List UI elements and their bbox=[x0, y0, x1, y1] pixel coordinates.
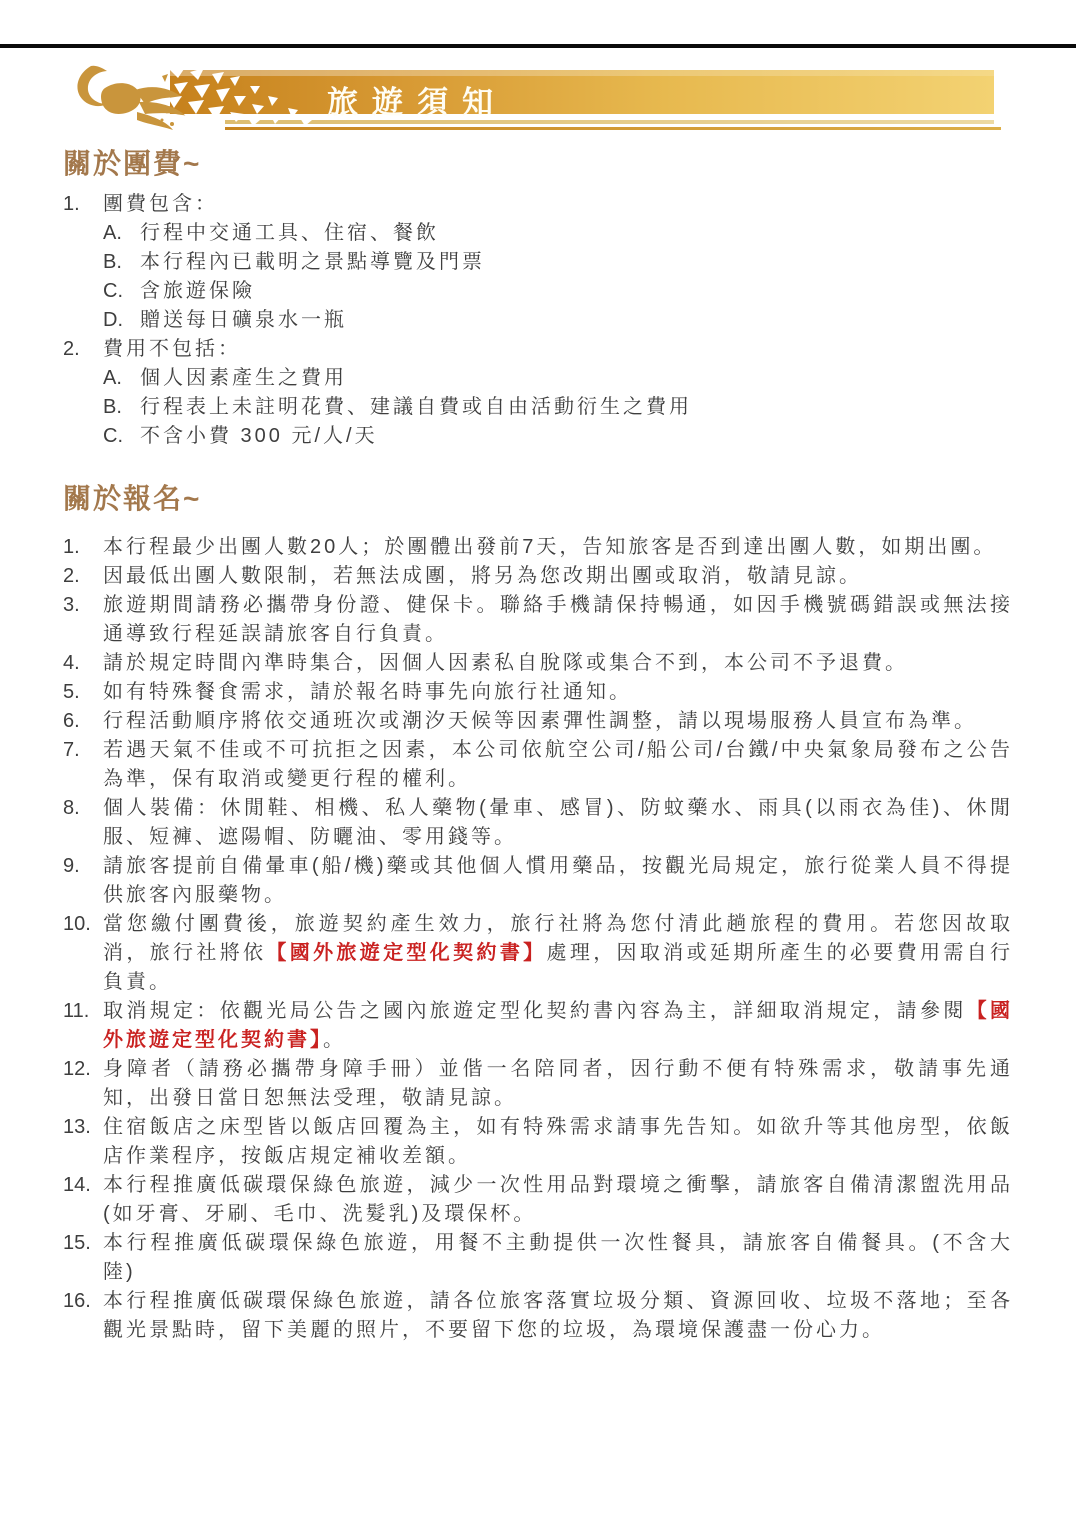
list-item bbox=[63, 335, 1013, 451]
highlighted-contract-text: 【國外旅遊定型化契約書】 bbox=[266, 942, 547, 964]
item-number: 11. bbox=[63, 1000, 90, 1022]
sub-list-item bbox=[103, 422, 1013, 451]
item-text-segment: 取消規定：依觀光局公告之國內旅遊定型化契約書內容為主，詳細取消規定，請參閱 bbox=[103, 1000, 967, 1022]
item-text-segment: 如有特殊餐食需求，請於報名時事先向旅行社通知。 bbox=[103, 681, 632, 703]
sub-item-text: 本行程內已載明之景點導覽及門票 bbox=[140, 251, 485, 273]
item-text bbox=[103, 591, 1013, 649]
item-number: 15. bbox=[63, 1232, 91, 1254]
list-item bbox=[63, 1171, 1013, 1229]
notice-content bbox=[63, 142, 1013, 1345]
sub-item-text: 行程中交通工具、住宿、餐飲 bbox=[140, 222, 439, 244]
list-item bbox=[63, 1055, 1013, 1113]
sub-item-text: 個人因素產生之費用 bbox=[140, 367, 347, 389]
item-text-segment: 本行程推廣低碳環保綠色旅遊，請各位旅客落實垃圾分類、資源回收、垃圾不落地；至各觀光景點時，留下美麗的照片，不要留下您的垃圾，為環境保護盡一份心力。 bbox=[103, 1290, 1013, 1341]
list-item bbox=[63, 1287, 1013, 1345]
list-item bbox=[63, 707, 1013, 736]
section bbox=[63, 142, 1013, 451]
item-text-segment: 本行程最少出團人數20人；於團體出發前7天，告知旅客是否到達出團人數，如期出團。 bbox=[103, 536, 997, 558]
sub-item-text: 行程表上未註明花費、建議自費或自由活動衍生之費用 bbox=[140, 396, 692, 418]
list-item bbox=[63, 794, 1013, 852]
item-text-segment: 旅遊期間請務必攜帶身份證、健保卡。聯絡手機請保持暢通，如因手機號碼錯誤或無法接通導致行程延誤請旅客自行負責。 bbox=[103, 594, 1013, 645]
sub-item-letter: A. bbox=[103, 222, 122, 244]
sub-list-item bbox=[103, 306, 1013, 335]
item-text bbox=[103, 1055, 1013, 1113]
item-text bbox=[103, 649, 1013, 678]
item-number: 10. bbox=[63, 913, 91, 935]
item-text bbox=[103, 852, 1013, 910]
item-text bbox=[103, 1113, 1013, 1171]
item-text-segment: 。 bbox=[323, 1029, 346, 1051]
item-text bbox=[103, 707, 1013, 736]
item-number: 4. bbox=[63, 652, 80, 674]
item-text-segment: 費用不包括： bbox=[103, 338, 241, 360]
list-item bbox=[63, 678, 1013, 707]
item-text-segment: 請旅客提前自備暈車(船/機)藥或其他個人慣用藥品，按觀光局規定，旅行從業人員不得提供旅客內服藥物。 bbox=[103, 855, 1013, 906]
item-text-segment: 當您繳付團費後，旅遊契約產生效力，旅行社將為您付清此趟旅程的費用。若您因故取消，旅行社將依 bbox=[103, 913, 1013, 964]
sub-item-text: 贈送每日礦泉水一瓶 bbox=[140, 309, 347, 331]
banner-underline-gold bbox=[225, 127, 1001, 130]
sub-item-text: 不含小費 300 元/人/天 bbox=[140, 425, 378, 447]
section bbox=[63, 477, 1013, 1345]
item-text bbox=[103, 736, 1013, 794]
item-text bbox=[103, 562, 1013, 591]
item-text-segment: 行程活動順序將依交通班次或潮汐天候等因素彈性調整，請以現場服務人員宣布為準。 bbox=[103, 710, 977, 732]
item-text-segment: 個人裝備：休閒鞋、相機、私人藥物(暈車、感冒)、防蚊藥水、雨具(以雨衣為佳)、休閒服、短褲、遮陽帽、防曬油、零用錢等。 bbox=[103, 797, 1013, 848]
item-text-segment: 若遇天氣不佳或不可抗拒之因素，本公司依航空公司/船公司/台鐵/中央氣象局發布之公告為準，保有取消或變更行程的權利。 bbox=[103, 739, 1013, 790]
item-text bbox=[103, 1171, 1013, 1229]
sub-item-letter: C. bbox=[103, 425, 123, 447]
sub-list-item bbox=[103, 393, 1013, 422]
item-number: 12. bbox=[63, 1058, 91, 1080]
item-text-segment: 本行程推廣低碳環保綠色旅遊，減少一次性用品對環境之衝擊，請旅客自備清潔盥洗用品(如牙膏、牙刷、毛巾、洗髮乳)及環保杯。 bbox=[103, 1174, 1013, 1225]
list-item bbox=[63, 190, 1013, 335]
item-text bbox=[103, 1229, 1013, 1287]
item-text bbox=[103, 910, 1013, 997]
item-text bbox=[103, 678, 1013, 707]
item-text bbox=[103, 190, 1013, 335]
item-number: 9. bbox=[63, 855, 80, 877]
section-heading: 關於報名~ bbox=[63, 483, 202, 514]
item-text-segment: 住宿飯店之床型皆以飯店回覆為主，如有特殊需求請事先告知。如欲升等其他房型，依飯店作業程序，按飯店規定補收差額。 bbox=[103, 1116, 1013, 1167]
list-item bbox=[63, 910, 1013, 997]
item-number: 1. bbox=[63, 536, 80, 558]
sub-item-letter: B. bbox=[103, 251, 122, 273]
top-divider-rule bbox=[0, 44, 1076, 48]
banner-title: 旅遊須知 bbox=[327, 85, 507, 121]
item-number: 5. bbox=[63, 681, 80, 703]
item-text bbox=[103, 997, 1013, 1055]
item-text-segment: 身障者（請務必攜帶身障手冊）並偕一名陪同者，因行動不便有特殊需求，敬請事先通知，出發日當日恕無法受理，敬請見諒。 bbox=[103, 1058, 1013, 1109]
item-text-segment: 本行程推廣低碳環保綠色旅遊，用餐不主動提供一次性餐具，請旅客自備餐具。(不含大陸) bbox=[103, 1232, 1013, 1283]
sub-item-letter: B. bbox=[103, 396, 122, 418]
item-number: 2. bbox=[63, 565, 80, 587]
item-number: 8. bbox=[63, 797, 80, 819]
item-text-segment: 因最低出團人數限制，若無法成團，將另為您改期出團或取消，敬請見諒。 bbox=[103, 565, 862, 587]
item-number: 13. bbox=[63, 1116, 91, 1138]
item-number: 2. bbox=[63, 338, 80, 360]
item-number: 1. bbox=[63, 193, 80, 215]
item-number: 3. bbox=[63, 594, 80, 616]
item-number: 16. bbox=[63, 1290, 91, 1312]
list-item bbox=[63, 1229, 1013, 1287]
list-item bbox=[63, 649, 1013, 678]
banner bbox=[75, 62, 1005, 132]
list-item bbox=[63, 1113, 1013, 1171]
sub-list-item bbox=[103, 277, 1013, 306]
item-text-segment: 處理，因取消或延期所產生的必要費用需自行負責。 bbox=[103, 942, 1014, 993]
sub-item-text: 含旅遊保險 bbox=[140, 280, 255, 302]
sub-item-letter: D. bbox=[103, 309, 123, 331]
list-item bbox=[63, 852, 1013, 910]
sub-item-letter: C. bbox=[103, 280, 123, 302]
list-item bbox=[63, 997, 1013, 1055]
item-text bbox=[103, 1287, 1013, 1345]
sub-list-item bbox=[103, 219, 1013, 248]
highlighted-contract-text: 【國外旅遊定型化契約書】 bbox=[103, 1000, 1014, 1051]
list-item bbox=[63, 533, 1013, 562]
item-number: 6. bbox=[63, 710, 80, 732]
item-text-segment: 團費包含： bbox=[103, 193, 218, 215]
item-text bbox=[103, 794, 1013, 852]
item-text bbox=[103, 335, 1013, 451]
item-text-segment: 請於規定時間內準時集合，因個人因素私自脫隊或集合不到，本公司不予退費。 bbox=[103, 652, 908, 674]
item-number: 7. bbox=[63, 739, 80, 761]
item-number: 14. bbox=[63, 1174, 91, 1196]
splatter-decoration bbox=[160, 64, 330, 130]
sub-list-item bbox=[103, 248, 1013, 277]
sub-list-item bbox=[103, 364, 1013, 393]
sub-item-letter: A. bbox=[103, 367, 122, 389]
list-item bbox=[63, 562, 1013, 591]
section-heading: 關於團費~ bbox=[63, 148, 202, 179]
item-text bbox=[103, 533, 1013, 562]
list-item bbox=[63, 591, 1013, 649]
list-item bbox=[63, 736, 1013, 794]
